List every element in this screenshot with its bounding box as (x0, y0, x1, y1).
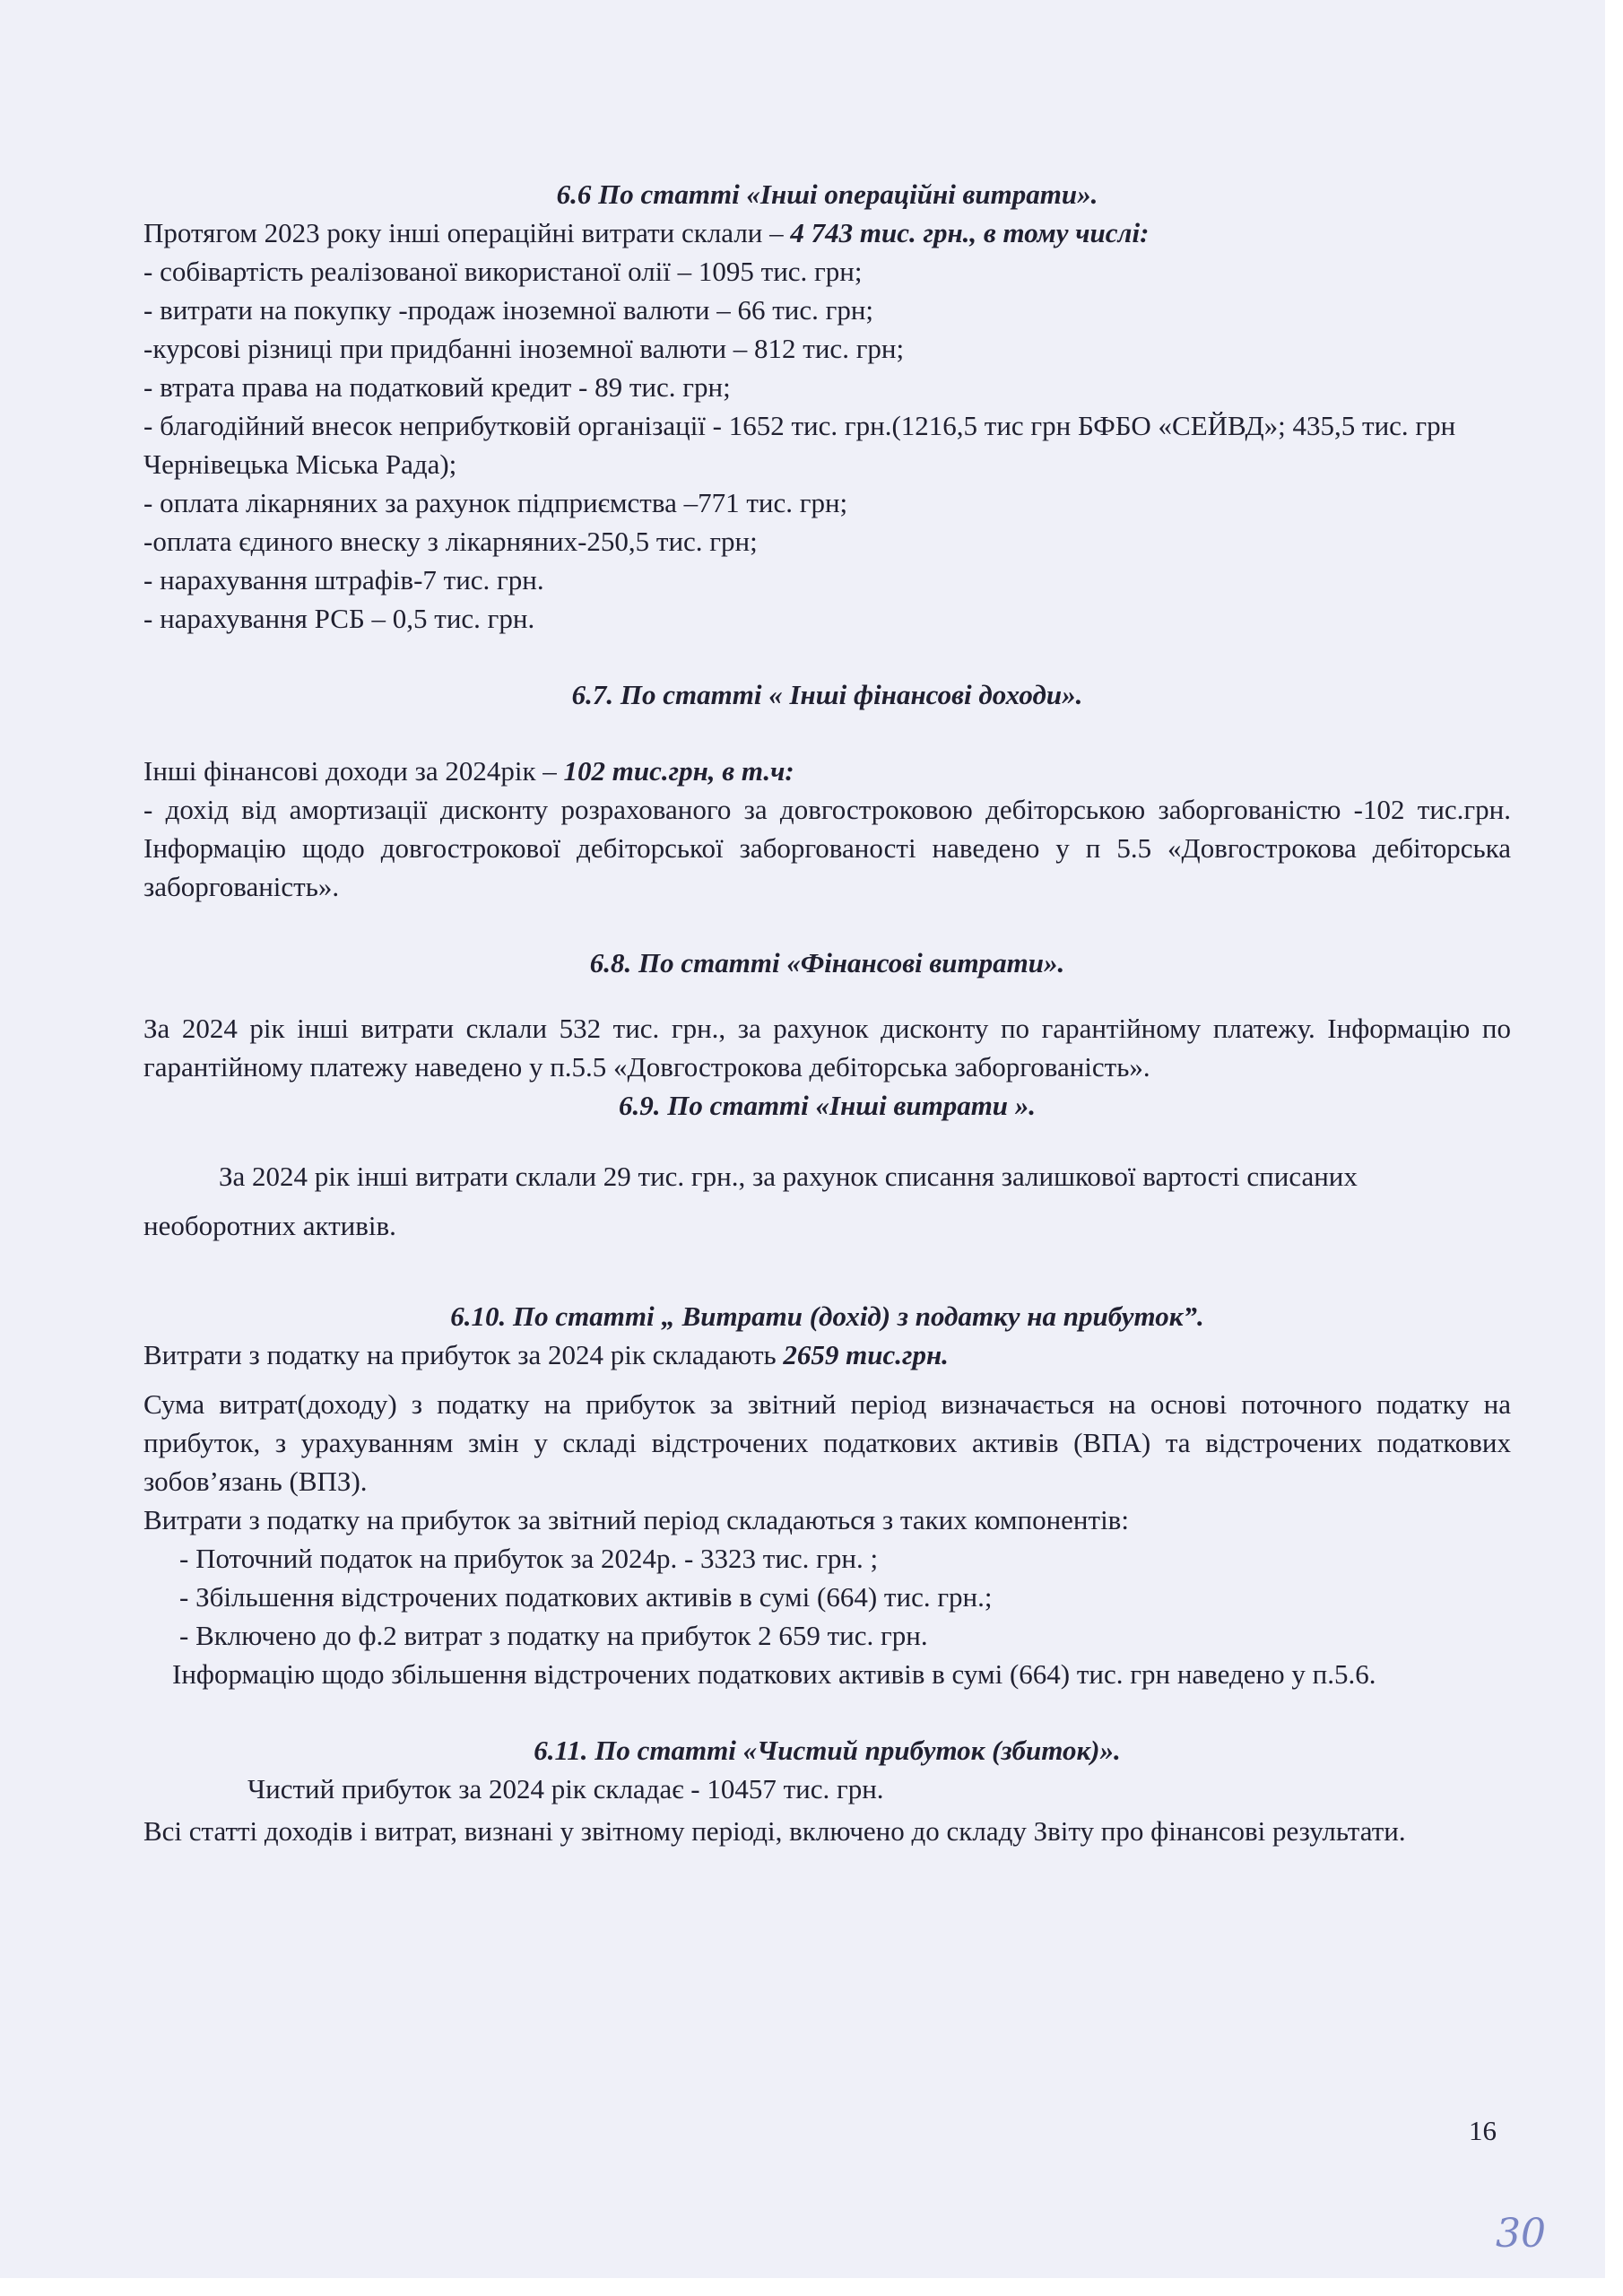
section-6-10-note: Інформацію щодо збільшення відстрочених податкових активів в сумі (664) тис. грн наведено у п.5.6. (172, 1658, 1376, 1690)
list-item: - благодійний внесок неприбутковій організації - 1652 тис. грн.(1216,5 тис грн БФБО «СЕЙВД»; 435,5 тис. грн Чернівецька Міська Рада); (143, 410, 1456, 480)
page-number: 16 (1469, 2115, 1497, 2146)
section-6-9-heading: 6.9. По статті «Інші витрати ». (618, 1090, 1037, 1121)
list-item: - собівартість реалізованої використаної олії – 1095 тис. грн; (143, 256, 863, 287)
section-6-10-line1: Витрати з податку на прибуток за 2024 рік складають 2659 тис.грн. (143, 1339, 949, 1370)
section-6-9-body: За 2024 рік інші витрати склали 29 тис. грн., за рахунок списання залишкової вартості списаних необоротних активів. (143, 1161, 1358, 1241)
section-6-10-para2: Сума витрат(доходу) з податку на прибуток за звітний період визначається на основі поточного податку на прибуток, з урахуванням змін у складі відстрочених податкових активів (ВПА) та відстрочених податкових зобов’язань (ВПЗ). (143, 1388, 1511, 1497)
section-6-7-intro: Інші фінансові доходи за 2024рік – 102 тис.грн, в т.ч: (143, 755, 794, 787)
section-6-10-heading: 6.10. По статті „ Витрати (дохід) з податку на прибуток”. (450, 1300, 1204, 1332)
section-6-8-body: За 2024 рік інші витрати склали 532 тис. грн., за рахунок дисконту по гарантійному платежу. Інформацію по гарантійному платежу наведено у п.5.5 «Довгострокова дебіторська заборгованість». (143, 1013, 1511, 1083)
list-item: - нарахування РСБ – 0,5 тис. грн. (143, 603, 535, 634)
list-item: - витрати на покупку -продаж іноземної валюти – 66 тис. грн; (143, 294, 874, 326)
list-item: - Включено до ф.2 витрат з податку на прибуток 2 659 тис. грн. (179, 1620, 928, 1651)
list-item: - нарахування штрафів-7 тис. грн. (143, 564, 544, 596)
list-item: - оплата лікарняних за рахунок підприємства –771 тис. грн; (143, 487, 848, 518)
list-item: - Збільшення відстрочених податкових активів в сумі (664) тис. грн.; (179, 1581, 993, 1613)
list-item: -курсові різниці при придбанні іноземної валюти – 812 тис. грн; (143, 333, 905, 364)
document-body (143, 175, 1511, 1855)
section-6-10-para3: Витрати з податку на прибуток за звітний період складаються з таких компонентів: (143, 1504, 1129, 1535)
section-6-11-line2: Всі статті доходів і витрат, визнані у звітному періоді, включено до складу Звіту про фінансові результати. (143, 1815, 1406, 1847)
section-6-7-heading: 6.7. По статті « Інші фінансові доходи». (571, 679, 1083, 710)
list-item: - втрата права на податковий кредит - 89 тис. грн; (143, 371, 731, 403)
handwritten-page-number: 30 (1496, 2211, 1546, 2257)
list-item: -оплата єдиного внеску з лікарняних-250,5 тис. грн; (143, 526, 758, 557)
section-6-6-intro: Протягом 2023 року інші операційні витрати склали – 4 743 тис. грн., в тому числі: (143, 217, 1150, 248)
section-6-11-line1: Чистий прибуток за 2024 рік складає - 10457 тис. грн. (247, 1773, 884, 1805)
section-6-11-heading: 6.11. По статті «Чистий прибуток (збиток)». (534, 1735, 1121, 1766)
section-6-6-heading: 6.6 По статті «Інші операційні витрати». (556, 178, 1098, 210)
list-item: - Поточний податок на прибуток за 2024р. - 3323 тис. грн. ; (179, 1543, 879, 1574)
section-6-8-heading: 6.8. По статті «Фінансові витрати». (589, 947, 1065, 978)
section-6-7-body: - дохід від амортизації дисконту розрахованого за довгостроковою дебіторською заборгованістю -102 тис.грн. Інформацію щодо довгострокової дебіторської заборгованості наведено у п 5.5 «Довгострокова дебіторська заборгованість». (143, 794, 1511, 902)
